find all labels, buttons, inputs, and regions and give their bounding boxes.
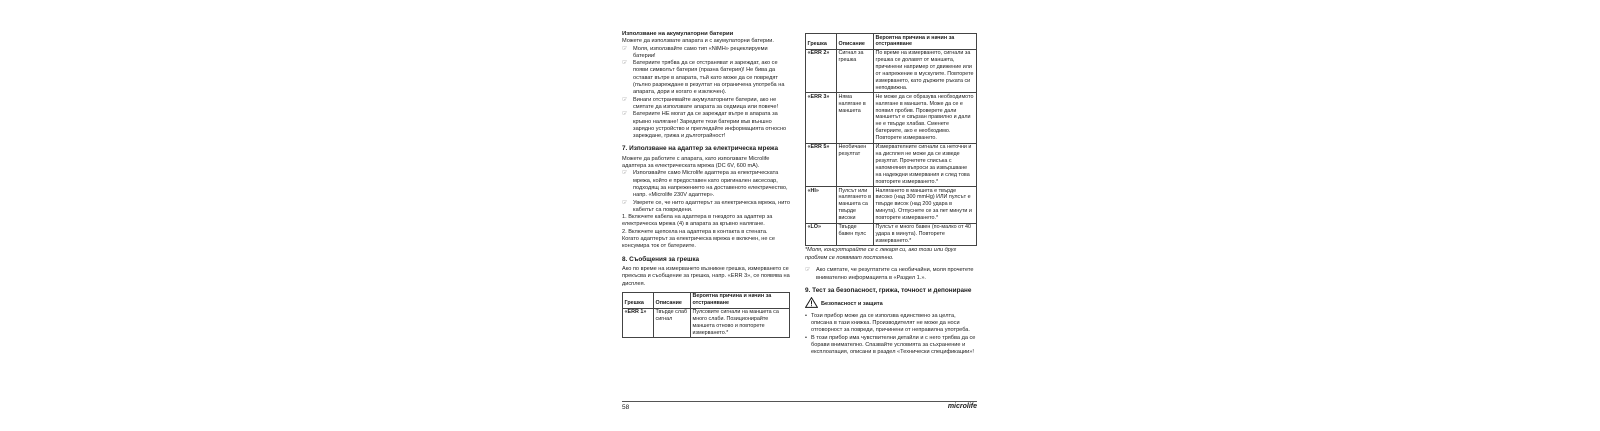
- error-cause: Налягането в маншета е твърде високо (над 300 mmHg) ИЛИ пулсът е твърде висок (над 200 удара в минута). Отпуснете се за пет минути и повторете измерването.*: [874, 187, 977, 224]
- battery-title: Използване на акумулаторни батерии: [622, 31, 734, 37]
- table-header: Грешка: [623, 292, 654, 308]
- footer-divider: [622, 401, 977, 402]
- battery-intro: Можете да използвате апарата и с акумулаторни батерии.: [622, 38, 774, 45]
- error-cause: Пулсовите сигнали на маншета са много слаби. Позиционирайте маншета отново и повторете измерването.*: [691, 308, 790, 338]
- error-cause: Не може да се образува необходимото налягане в маншета. Може да се е появил пробив. Проверете дали маншетът е свързан правилно и дали не е твърде хлабав. Сменете батериите, ако е необходимо. Повторете измерването.: [874, 93, 977, 143]
- table-row: [623, 308, 790, 338]
- error-table-right: [805, 33, 977, 246]
- table-footnote: *Моля, консултирайте се с лекаря си, ако този или друг проблем се появяват постоянно.: [805, 247, 957, 261]
- error-code: «ERR 5»: [806, 143, 837, 186]
- error-description: Сигнал за грешка: [837, 49, 874, 92]
- table-row: [806, 187, 977, 224]
- adapter-note: ☞ Използвайте само Microlife адаптера за електрическата мрежа, който е предоставен като оригинален аксесоар, подходящ за напрежението на доставеното електричество, напр. «Microlife 230V адаптер».: [622, 170, 788, 199]
- bullet-icon: •: [805, 334, 807, 341]
- list-item: • В този прибор има чувствителни детайли и с него трябва да се борави внимателно. Спазвайте условията за съхранение и експлоатация, описани в раздел «Технически спецификации»!: [805, 334, 976, 356]
- safety-heading: 9. Тест за безопасност, грижа, точност и депониране: [805, 287, 972, 295]
- pointing-hand-icon: ☞: [622, 170, 628, 177]
- errors-intro: Ако по време на измерването възникне грешка, измерването се прекъсва и съобщение за грешка, напр. «ERR 3», се появява на дисплея.: [622, 265, 790, 287]
- error-code: «ERR 1»: [623, 308, 654, 338]
- adapter-step: 1. Включете кабела на адаптера в гнездото за адаптер за електрическа мрежа (4) в апарата за кръвно налягане.: [622, 214, 773, 228]
- table-row: [806, 223, 977, 246]
- pointing-hand-icon: ☞: [805, 267, 811, 274]
- error-description: Няма налягане в маншета: [837, 93, 874, 143]
- error-table-left: [622, 292, 790, 338]
- list-item: • Този прибор може да се използва единствено за целта, описана в тази книжка. Производителят не може да носи отговорност за повреди, причинени от неправилна употреба.: [805, 312, 970, 334]
- adapter-heading: 7. Използване на адаптер за електрическа мрежа: [622, 145, 779, 153]
- adapter-note: ☞ Уверете се, че нито адаптерът за електрическа мрежа, нито кабелът са повредени.: [622, 199, 790, 213]
- battery-note: ☞ Батериите трябва да се отстраняват и зареждат, ако се появи символът батерия (празна батерия)! Не бива да остават вътре в апарата, тъй като може да се повредят (пълно разреждане в резултат на ограничена употреба на апарата, дори и когато е изключен).: [622, 60, 785, 96]
- table-header: Вероятна причина и начин за отстраняване: [874, 34, 977, 50]
- table-header: Грешка: [806, 34, 837, 50]
- warning-triangle-icon: [805, 297, 821, 311]
- error-code: «HI»: [806, 187, 837, 224]
- error-description: Необичаен резултат: [837, 143, 874, 186]
- errors-heading: 8. Съобщения за грешка: [622, 255, 700, 263]
- table-header: Вероятна причина и начин за отстраняване: [691, 292, 790, 308]
- battery-note: ☞ Винаги отстранявайте акумулаторните батерии, ако не смятате да използвате апарата за седмица или повече!: [622, 96, 779, 110]
- pointing-hand-icon: ☞: [622, 199, 628, 206]
- table-row: [806, 93, 977, 143]
- adapter-step: 2. Включете щепсела на адаптера в контакта в стената.: [622, 228, 768, 235]
- error-code: «ERR 3»: [806, 93, 837, 143]
- error-code: «ERR 2»: [806, 49, 837, 92]
- error-cause: Измервателните сигнали са неточни и на дисплея не може да се изведе резултат. Прочетете списъка с напомняния въпроси за извършване на надеждни измервания и след това повторете измерването.*: [874, 143, 977, 186]
- table-header: Описание: [654, 292, 691, 308]
- battery-note: ☞ Батериите НЕ могат да се зареждат вътре в апарата за кръвно налягане! Заредете тези батерии във външно зарядно устройство и прегледайте информацията относно зареждане, грижа и дълготрайност!: [622, 111, 787, 140]
- bullet-icon: •: [805, 312, 807, 319]
- pointing-hand-icon: ☞: [622, 96, 628, 103]
- pointing-hand-icon: ☞: [622, 60, 628, 67]
- pointing-hand-icon: ☞: [622, 111, 628, 118]
- adapter-outro: Когато адаптерът за електрическа мрежа е включен, не се консумира ток от батериите.: [622, 236, 775, 250]
- table-row: [806, 143, 977, 186]
- error-cause: По време на измерването, сигнали за грешка се долавят от маншета, причинени например от движение или от напрежение в мускулите. Повторете измерването, като държите ръката си неподвижна.: [874, 49, 977, 92]
- error-description: Твърде слаб сигнал: [654, 308, 691, 338]
- error-description: Твърде бавен пулс: [837, 223, 874, 246]
- right-column: [805, 33, 977, 356]
- safety-subtitle-row: [805, 297, 977, 311]
- error-cause: Пулсът е много бавен (по-малко от 40 удара в минута). Повторете измерването.*: [874, 223, 977, 246]
- table-header: Описание: [837, 34, 874, 50]
- pointing-hand-icon: ☞: [622, 45, 628, 52]
- adapter-intro: Можете да работите с апарата, като използвате Microlife адаптера за електрическата мрежа (DC 6V, 600 mA).: [622, 155, 770, 170]
- result-note: ☞ Ако смятате, че резултатите са необичайни, моля прочетете внимателно информацията в «Раздел 1.».: [805, 267, 974, 281]
- error-description: Пулсът или налягането в маншета са твърде високи: [837, 187, 874, 224]
- safety-subtitle: Безопасност и защита: [821, 300, 883, 307]
- battery-note: ☞ Моля, използвайте само тип «NiMH» рецеклируеми батерии!: [622, 45, 768, 59]
- brand-logo: microlife: [947, 403, 977, 410]
- table-row: [806, 49, 977, 92]
- error-code: «LO»: [806, 223, 837, 246]
- left-column: [622, 31, 790, 338]
- page-number: 58: [622, 404, 630, 411]
